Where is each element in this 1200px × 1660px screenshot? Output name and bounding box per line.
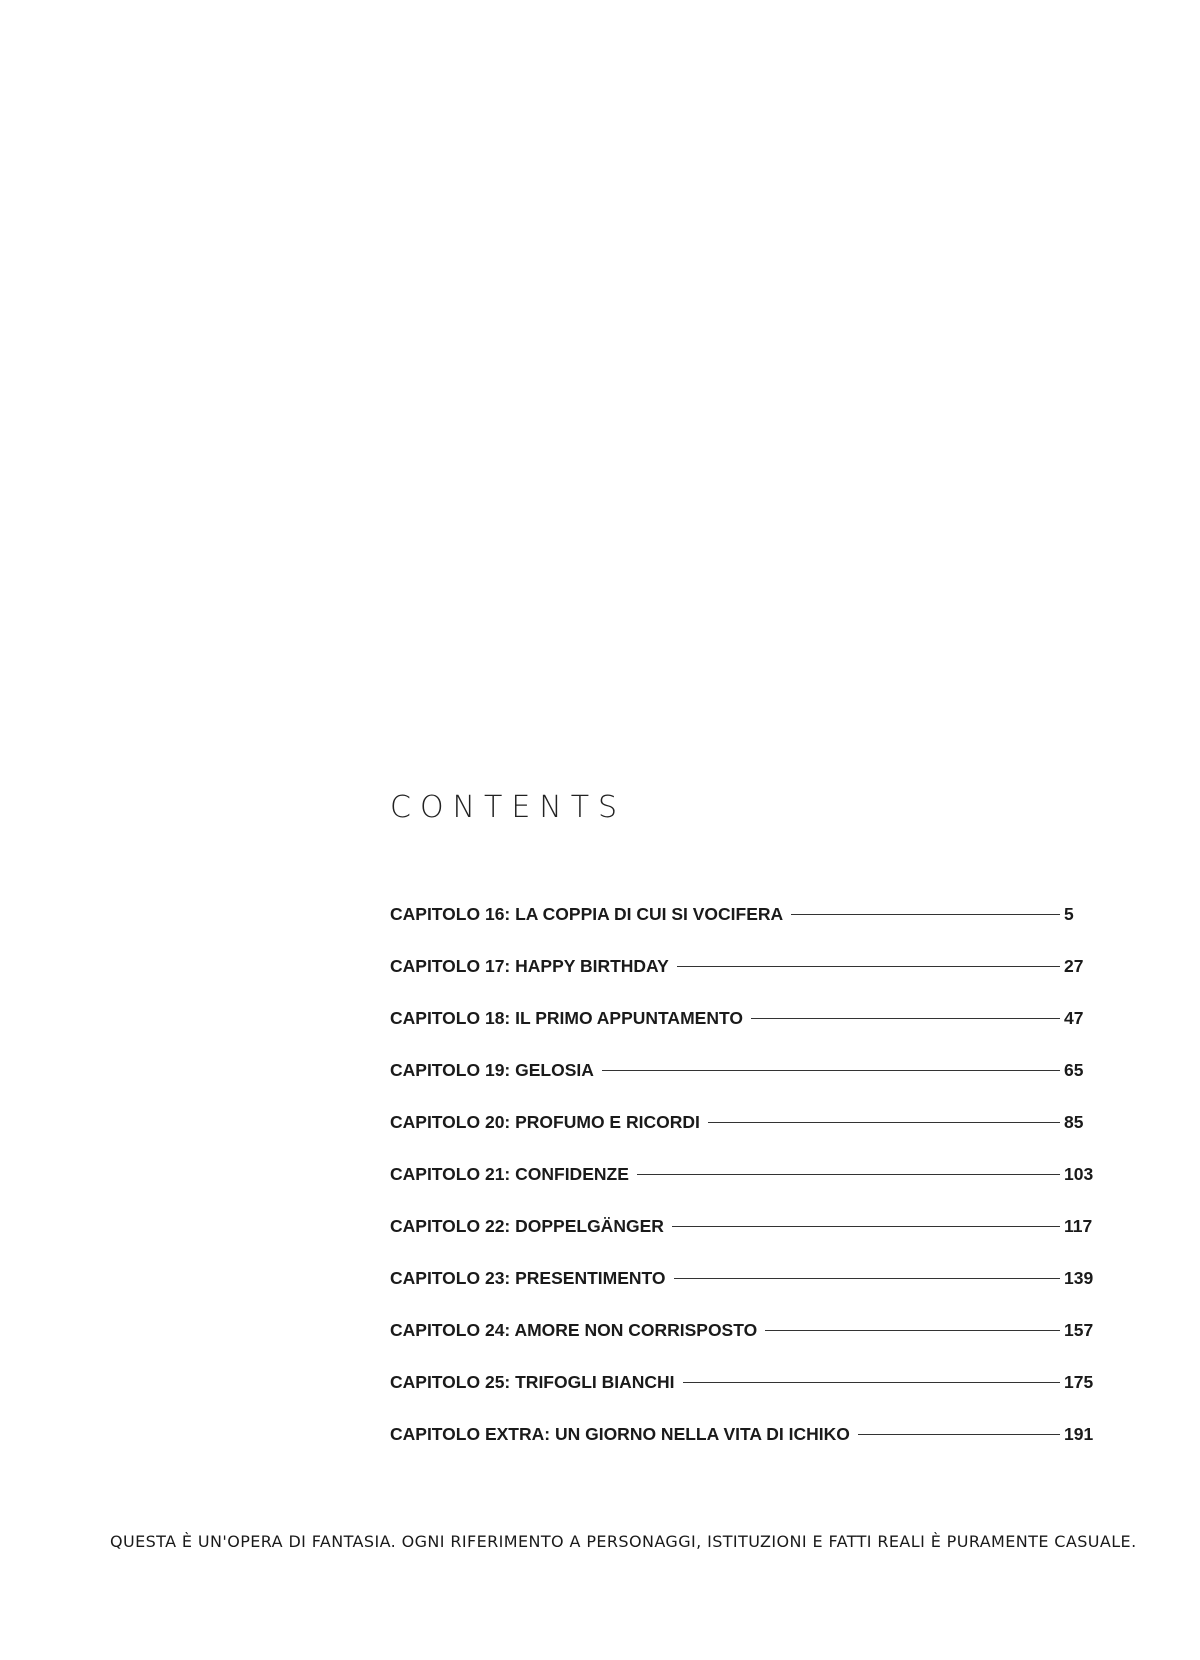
toc-leader-line [708, 1122, 1060, 1123]
toc-entry-page: 175 [1064, 1371, 1094, 1392]
toc-entry-page: 191 [1064, 1423, 1094, 1444]
toc-entry-label: CAPITOLO 18: IL PRIMO APPUNTAMENTO [390, 1007, 743, 1028]
toc-entry [390, 940, 1100, 992]
toc-entry [390, 1252, 1100, 1304]
toc-entry-label: CAPITOLO 24: AMORE NON CORRISPOSTO [390, 1319, 758, 1340]
table-of-contents [390, 888, 1100, 1460]
toc-entry [390, 1148, 1100, 1200]
toc-leader-line [791, 914, 1060, 915]
toc-leader-line [674, 1278, 1060, 1279]
toc-leader-line [677, 966, 1060, 967]
toc-entry-page: 47 [1064, 1007, 1084, 1028]
toc-entry [390, 888, 1100, 940]
toc-entry-page: 65 [1064, 1059, 1084, 1080]
toc-entry [390, 1096, 1100, 1148]
toc-entry-page: 103 [1064, 1163, 1094, 1184]
toc-entry-label: CAPITOLO 21: CONFIDENZE [390, 1163, 629, 1184]
disclaimer-text: QUESTA È UN'OPERA DI FANTASIA. OGNI RIFERIMENTO A PERSONAGGI, ISTITUZIONI E FATTI REALI È PURAMENTE CASUALE. [110, 1532, 1137, 1551]
toc-leader-line [765, 1330, 1060, 1331]
toc-entry-label: CAPITOLO 20: PROFUMO E RICORDI [390, 1111, 700, 1132]
toc-entry-page: 139 [1064, 1267, 1094, 1288]
toc-entry-label: CAPITOLO EXTRA: UN GIORNO NELLA VITA DI ICHIKO [390, 1423, 850, 1444]
toc-entry-page: 157 [1064, 1319, 1094, 1340]
toc-entry-label: CAPITOLO 19: GELOSIA [390, 1059, 594, 1080]
toc-leader-line [751, 1018, 1060, 1019]
toc-entry [390, 1200, 1100, 1252]
toc-leader-line [683, 1382, 1060, 1383]
toc-entry [390, 1408, 1100, 1460]
toc-leader-line [672, 1226, 1060, 1227]
toc-leader-line [858, 1434, 1060, 1435]
toc-entry-page: 85 [1064, 1111, 1084, 1132]
toc-entry-page: 5 [1064, 903, 1074, 924]
toc-entry-page: 117 [1064, 1215, 1093, 1236]
toc-entry-page: 27 [1064, 955, 1084, 976]
toc-entry [390, 1044, 1100, 1096]
toc-entry [390, 1304, 1100, 1356]
toc-entry-label: CAPITOLO 25: TRIFOGLI BIANCHI [390, 1371, 675, 1392]
contents-title: CONTENTS [390, 790, 627, 825]
toc-entry-label: CAPITOLO 23: PRESENTIMENTO [390, 1267, 666, 1288]
toc-entry-label: CAPITOLO 16: LA COPPIA DI CUI SI VOCIFERA [390, 903, 784, 924]
toc-entry-label: CAPITOLO 17: HAPPY BIRTHDAY [390, 955, 669, 976]
toc-entry-label: CAPITOLO 22: DOPPELGÄNGER [390, 1215, 664, 1236]
toc-entry [390, 1356, 1100, 1408]
toc-leader-line [602, 1070, 1060, 1071]
toc-entry [390, 992, 1100, 1044]
toc-leader-line [637, 1174, 1060, 1175]
